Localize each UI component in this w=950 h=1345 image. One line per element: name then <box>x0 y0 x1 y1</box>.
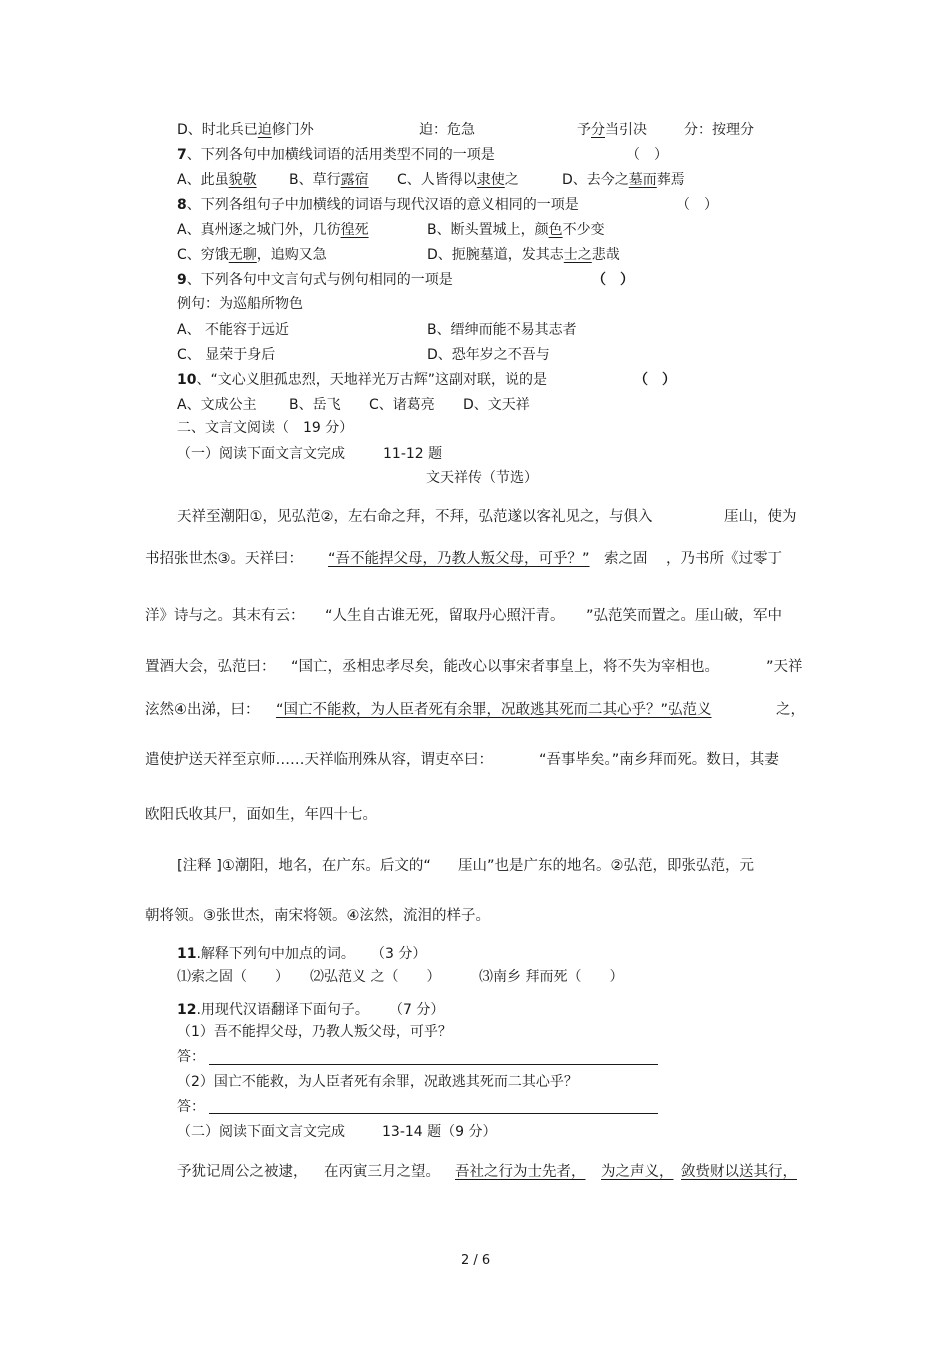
q10-option-d: D、文天祥 <box>463 397 530 413</box>
passage-line-4b: “国亡，丞相忠孝尽矣，能改心以事宋者事皇上，将不失为宰相也。 <box>291 659 720 675</box>
notes-line-1a: [注释 ]①潮阳，地名，在广东。后文的“ <box>177 858 431 874</box>
section2-title: 二、文言文阅读（ 19 分） <box>177 420 354 436</box>
section2-sub1-range: 11-12 题 <box>383 446 443 462</box>
passage2-c: 吾社之行为士先者， <box>455 1164 586 1180</box>
q7-option-a: A、此虽貌敬 <box>177 172 257 188</box>
passage-line-1b: 厓山，使为 <box>724 509 797 525</box>
passage-line-1a: 天祥至潮阳①，见弘范②，左右命之拜，不拜，弘范遂以客礼见之，与俱入 <box>177 509 653 525</box>
passage-line-6a: 遣使护送天祥至京师……天祥临刑殊从容，谓吏卒曰： <box>145 752 493 768</box>
passage-line-6b: “吾事毕矣。”南乡拜而死。数日，其妻 <box>539 752 779 768</box>
passage-line-2b: 索之固 <box>604 551 648 567</box>
q7-option-c: C、人皆得以隶使之 <box>397 172 519 188</box>
q11-item-3: ⑶南乡 拜而死（ ） <box>479 969 624 985</box>
q7-option-d: D、去今之墓而葬焉 <box>562 172 685 188</box>
passage2-d: 为之声义， <box>601 1164 674 1180</box>
q10-option-a: A、文成公主 <box>177 397 257 413</box>
passage-title: 文天祥传（节选） <box>426 470 538 486</box>
passage-line-5-underlined: “国亡不能救，为人臣者死有余罪，况敢逃其死而二其心乎？”弘范义 <box>276 702 712 718</box>
q11-item-2: ⑵弘范义 之（ ） <box>310 969 441 985</box>
q9-option-c: C、 显荣于身后 <box>177 347 276 363</box>
q7-stem: 7、下列各句中加横线词语的活用类型不同的一项是 <box>177 147 495 163</box>
page-number: 2 / 6 <box>461 1253 491 1268</box>
passage2-a: 予犹记周公之被逮， <box>177 1164 308 1180</box>
q11-stem: 11.解释下列句中加点的词。 <box>177 946 355 962</box>
q9-option-a: A、 不能容于远近 <box>177 322 290 338</box>
passage-line-3c: ”弘范笑而置之。厓山破，军中 <box>586 608 783 624</box>
q6-option-d: D、时北兵已迫修门外 <box>177 122 314 138</box>
notes-line-2: 朝将领。③张世杰，南宋将领。④泫然，流泪的样子。 <box>145 908 490 924</box>
q8-stem: 8、下列各组句子中加横线的词语与现代汉语的意义相同的一项是 <box>177 197 579 213</box>
q12-answer-line-1[interactable] <box>209 1064 658 1065</box>
q12-answer-line-2[interactable] <box>209 1113 658 1114</box>
passage-line-7: 欧阳氏收其尸，面如生，年四十七。 <box>145 807 377 823</box>
passage-line-5a: 泫然④出涕，曰： <box>145 702 260 718</box>
passage-line-3b: “人生自古谁无死，留取丹心照汗青。 <box>325 608 565 624</box>
q11-item-1: ⑴索之固（ ） <box>177 969 289 985</box>
q7-answer-paren: （ ） <box>626 147 668 163</box>
passage2-e: 敛赀财以送其行， <box>681 1164 797 1180</box>
q8-answer-paren: （ ） <box>676 197 718 213</box>
q10-stem: 10、“文心义胆孤忠烈，天地祥光万古辉”这副对联，说的是 <box>177 372 547 388</box>
q12-score: （7 分） <box>389 1002 445 1018</box>
passage-line-3a: 洋》诗与之。其末有云： <box>145 608 305 624</box>
q10-answer-paren: （ ） <box>634 372 676 388</box>
passage-line-2-underlined: “吾不能捍父母，乃教人叛父母，可乎？” <box>328 551 590 567</box>
q8-option-c: C、穷饿无聊，追购又急 <box>177 247 327 263</box>
q9-example: 例句：为巡船所物色 <box>177 296 303 312</box>
q6-option-d-gloss: 迫：危急 <box>419 122 475 138</box>
section2-sub1: （一）阅读下面文言文完成 <box>177 446 345 462</box>
q9-option-d: D、恐年岁之不吾与 <box>427 347 550 363</box>
q12-sentence-1: （1）吾不能捍父母，乃教人叛父母，可乎？ <box>177 1024 452 1040</box>
passage-line-2a: 书招张世杰③。天祥曰： <box>145 551 303 567</box>
q9-stem: 9、下列各句中文言句式与例句相同的一项是 <box>177 272 453 288</box>
passage2-b: 在丙寅三月之望。 <box>324 1164 440 1180</box>
passage-line-4c: ”天祥 <box>766 659 803 675</box>
q12-answer-label-1: 答： <box>177 1049 205 1065</box>
section2-sub2: （二）阅读下面文言文完成 <box>177 1124 345 1140</box>
q8-option-d: D、扼腕墓道，发其志士之悲哉 <box>427 247 620 263</box>
q6-option-d-phrase-gloss: 分：按理分 <box>684 122 754 138</box>
q11-score: （3 分） <box>371 946 427 962</box>
passage-line-2c: ，乃书所《过零丁 <box>666 551 782 567</box>
q7-option-b: B、草行露宿 <box>289 172 369 188</box>
q10-option-b: B、岳飞 <box>289 397 341 413</box>
passage-line-4a: 置酒大会，弘范曰： <box>145 659 276 675</box>
q12-answer-label-2: 答： <box>177 1099 205 1115</box>
passage-line-5b: 之， <box>776 702 805 718</box>
section2-sub2-range: 13-14 题（9 分） <box>382 1124 497 1140</box>
q9-answer-paren: （ ） <box>592 272 634 288</box>
notes-line-1b: 厓山”也是广东的地名。②弘范，即张弘范，元 <box>458 858 755 874</box>
q6-option-d-phrase: 予分当引决 <box>577 122 647 138</box>
q9-option-b: B、缙绅而能不易其志者 <box>427 322 577 338</box>
q12-sentence-2: （2）国亡不能救，为人臣者死有余罪，况敢逃其死而二其心乎？ <box>177 1074 578 1090</box>
q12-stem: 12.用现代汉语翻译下面句子。 <box>177 1002 369 1018</box>
q10-option-c: C、诸葛亮 <box>369 397 435 413</box>
q8-option-b: B、断头置城上，颜色不少变 <box>427 222 605 238</box>
q8-option-a: A、真州逐之城门外，几彷徨死 <box>177 222 369 238</box>
